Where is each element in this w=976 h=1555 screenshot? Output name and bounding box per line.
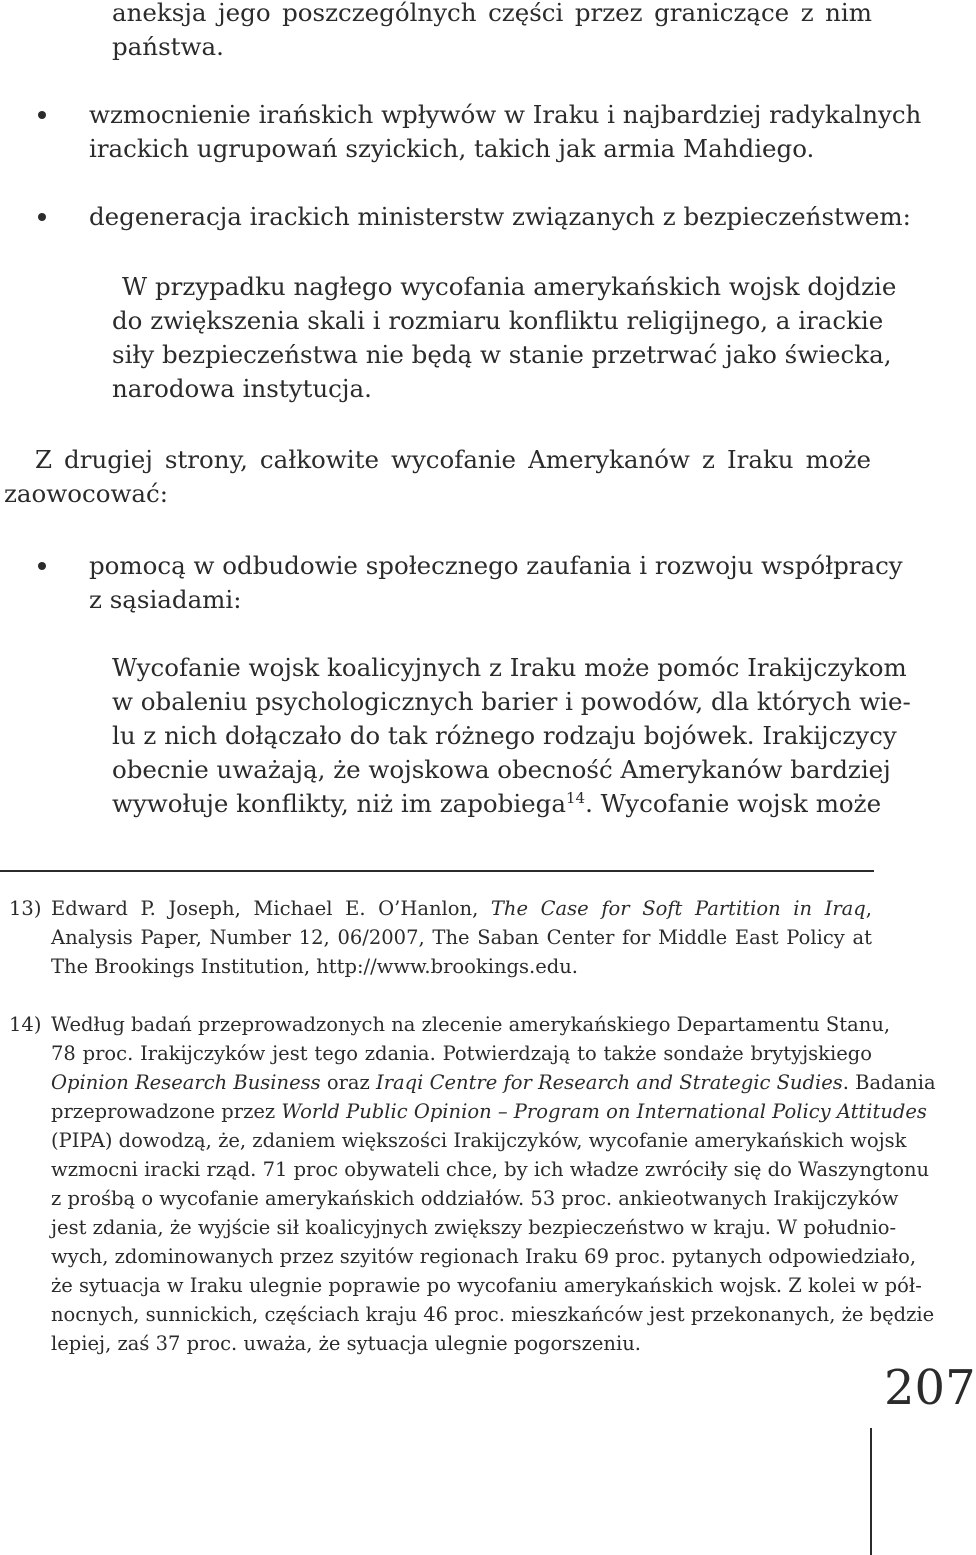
bullet-item xyxy=(89,549,903,617)
footnote-14 xyxy=(9,1010,936,1358)
text-line: Analysis Paper, Number 12, 06/2007, The Saban Center for Middle East Policy at xyxy=(51,926,872,949)
text-line: siły bezpieczeństwa nie będą w stanie przetrwać jako świecka, xyxy=(112,340,892,369)
text-line: lu z nich dołączało do tak różnego rodzaju bojówek. Irakijczycy xyxy=(112,721,897,750)
block-quote xyxy=(112,651,911,821)
text-segment: oraz xyxy=(320,1071,376,1094)
text-line xyxy=(51,1068,936,1097)
bullet-item xyxy=(89,98,922,166)
footnote-separator xyxy=(0,870,874,872)
body-paragraph xyxy=(4,443,871,511)
text-line: wych, zdominowanych przez szyitów regionach Iraku 69 proc. pytanych odpowiedziało, xyxy=(51,1245,917,1268)
text-line: Wycofanie wojsk koalicyjnych z Iraku może pomóc Irakijczykom xyxy=(112,653,907,682)
text-line: w obaleniu psychologicznych barier i powodów, dla których wie- xyxy=(112,687,911,716)
organization-name: Iraqi Centre for Research and Strategic Sudies xyxy=(376,1071,843,1094)
text-line: W przypadku nagłego wycofania amerykańskich wojsk dojdzie xyxy=(122,272,897,301)
text-segment: . Wycofanie wojsk może xyxy=(585,789,882,818)
text-line: z sąsiadami: xyxy=(89,585,242,614)
bullet-item xyxy=(89,200,911,234)
text-line: pomocą w odbudowie społecznego zaufania i rozwoju współpracy xyxy=(89,551,903,580)
organization-name: World Public Opinion – Program on International Policy Attitudes xyxy=(281,1100,927,1123)
text-line: wzmocni iracki rząd. 71 proc obywateli chce, by ich władze zwróciły się do Waszyngtonu xyxy=(51,1158,930,1181)
page-number: 207 xyxy=(884,1360,976,1416)
footnote-number: 13) xyxy=(9,897,42,920)
text-line: jest zdania, że wyjście sił koalicyjnych zwiększy bezpieczeństwo w kraju. W południo- xyxy=(51,1216,897,1239)
text-line: obecnie uważają, że wojskowa obecność Amerykanów bardziej xyxy=(112,755,891,784)
text-line: Według badań przeprowadzonych na zlecenie amerykańskiego Departamentu Stanu, xyxy=(51,1013,891,1036)
text-line: że sytuacja w Iraku ulegnie poprawie po wycofaniu amerykańskich wojsk. Z kolei w pół- xyxy=(51,1274,922,1297)
text-line: (PIPA) dowodzą, że, zdaniem większości Irakijczyków, wycofanie amerykańskich wojsk xyxy=(51,1129,907,1152)
bullet-marker xyxy=(38,111,46,119)
footnote-13 xyxy=(9,894,872,981)
text-line: Z drugiej strony, całkowite wycofanie Amerykanów z Iraku może xyxy=(35,445,871,474)
text-line: degeneracja irackich ministerstw związanych z bezpieczeństwem: xyxy=(89,202,911,231)
text-line: aneksja jego poszczególnych części przez graniczące z nim xyxy=(112,0,872,27)
bullet-marker xyxy=(38,213,46,221)
text-line: nocnych, sunnickich, częściach kraju 46 proc. mieszkańców jest przekonanych, że będzie xyxy=(51,1303,935,1326)
text-line: 78 proc. Irakijczyków jest tego zdania. Potwierdzają to także sondaże brytyjskiego xyxy=(51,1042,872,1065)
text-line: zaowocować: xyxy=(4,479,169,508)
text-line xyxy=(51,894,872,923)
footnote-number: 14) xyxy=(9,1013,42,1036)
text-segment: . Badania xyxy=(842,1071,936,1094)
text-line: wzmocnienie irańskich wpływów w Iraku i najbardziej radykalnych xyxy=(89,100,922,129)
text-line: The Brookings Institution, http://www.brookings.edu. xyxy=(51,955,578,978)
text-line: irackich ugrupowań szyickich, takich jak armia Mahdiego. xyxy=(89,134,815,163)
bullet-marker xyxy=(38,562,46,570)
text-line: z prośbą o wycofanie amerykańskich oddziałów. 53 proc. ankieotwanych Irakijczyków xyxy=(51,1187,899,1210)
text-line xyxy=(112,787,882,821)
text-line: do zwiększenia skali i rozmiaru konfliktu religijnego, a irackie xyxy=(112,306,884,335)
block-quote xyxy=(112,270,897,406)
cited-title: The Case for Soft Partition in Iraq xyxy=(490,897,866,920)
text-line xyxy=(51,1097,927,1126)
text-line: narodowa instytucja. xyxy=(112,374,372,403)
footnote-reference[interactable]: 14 xyxy=(565,789,586,807)
text-segment: przeprowadzone przez xyxy=(51,1100,282,1123)
bullet-continuation xyxy=(112,0,872,64)
organization-name: Opinion Research Business xyxy=(51,1071,321,1094)
margin-rule xyxy=(870,1428,872,1555)
text-segment: , xyxy=(865,897,872,920)
text-segment: wywołuje konflikty, niż im zapobiega xyxy=(112,789,566,818)
text-segment: Edward P. Joseph, Michael E. O’Hanlon, xyxy=(51,897,491,920)
text-line: państwa. xyxy=(112,32,224,61)
text-line: lepiej, zaś 37 proc. uważa, że sytuacja ulegnie pogorszeniu. xyxy=(51,1332,641,1355)
